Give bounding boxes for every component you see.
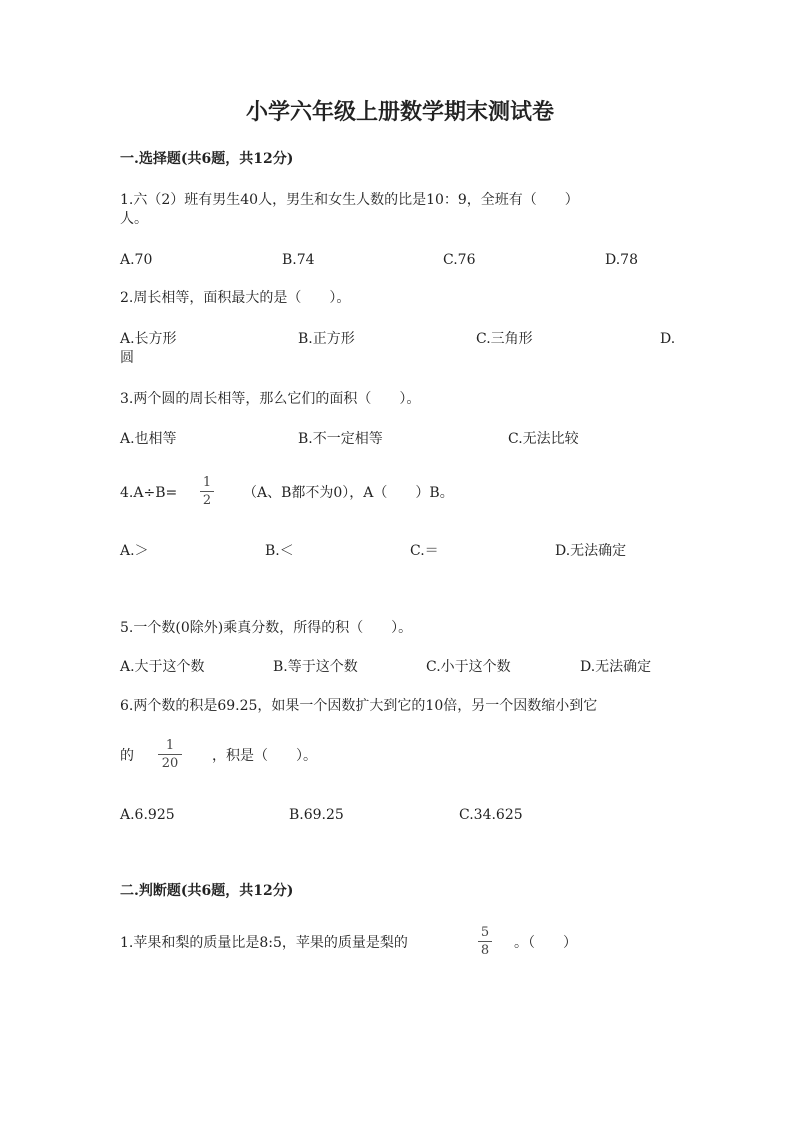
question-5-option-d: D.无法确定 xyxy=(580,659,652,675)
question-3-option-a: A.也相等 xyxy=(120,431,177,447)
judgement-1-suffix: 。（ ） xyxy=(514,935,577,951)
question-6-option-b: B.69.25 xyxy=(289,807,344,823)
question-5-text: 5.一个数(0除外)乘真分数，所得的积（ ）。 xyxy=(120,620,413,636)
question-4-option-b: B.＜ xyxy=(265,543,294,559)
question-6-option-a: A.6.925 xyxy=(120,807,175,823)
fraction-denominator: 8 xyxy=(480,943,490,958)
question-4-option-a: A.＞ xyxy=(120,543,149,559)
question-2-option-a: A.长方形 xyxy=(120,331,177,347)
fraction-bar xyxy=(158,754,182,755)
question-1-option-d: D.78 xyxy=(605,252,638,268)
question-2-option-d-cont: 圆 xyxy=(120,350,134,366)
question-1-text-cont: 人。 xyxy=(120,211,148,227)
section-heading-choice: 一.选择题(共6题，共12分) xyxy=(120,151,294,167)
fraction-bar xyxy=(478,941,492,942)
question-3-text: 3.两个圆的周长相等，那么它们的面积（ ）。 xyxy=(120,391,421,407)
fraction-denominator: 2 xyxy=(202,493,212,508)
question-1-option-a: A.70 xyxy=(120,252,153,268)
fraction-numerator: 5 xyxy=(480,925,490,940)
fraction-numerator: 1 xyxy=(202,475,212,490)
question-2-option-b: B.正方形 xyxy=(298,331,355,347)
question-6-text: 6.两个数的积是69.25，如果一个因数扩大到它的10倍，另一个因数缩小到它 xyxy=(120,698,598,714)
question-1-option-b: B.74 xyxy=(282,252,315,268)
question-4-fraction xyxy=(200,475,214,508)
judgement-1-prefix: 1.苹果和梨的质量比是8:5，苹果的质量是梨的 xyxy=(120,935,408,951)
question-3-option-b: B.不一定相等 xyxy=(298,431,383,447)
page-title: 小学六年级上册数学期末测试卷 xyxy=(245,99,554,125)
section-heading-judgement: 二.判断题(共6题，共12分) xyxy=(120,883,294,899)
fraction-numerator: 1 xyxy=(165,738,175,753)
question-2-option-c: C.三角形 xyxy=(476,331,533,347)
question-6-option-c: C.34.625 xyxy=(459,807,523,823)
question-2-text: 2.周长相等，面积最大的是（ ）。 xyxy=(120,290,351,306)
question-1-option-c: C.76 xyxy=(443,252,476,268)
question-3-option-c: C.无法比较 xyxy=(508,431,579,447)
question-4-option-d: D.无法确定 xyxy=(555,543,627,559)
question-6-prefix: 的 xyxy=(120,748,134,764)
question-5-option-b: B.等于这个数 xyxy=(273,659,358,675)
question-6-fraction xyxy=(158,738,182,771)
question-5-option-a: A.大于这个数 xyxy=(120,659,205,675)
question-1-text: 1.六（2）班有男生40人，男生和女生人数的比是10：9，全班有（ ） xyxy=(120,192,579,208)
question-2-option-d: D. xyxy=(660,331,676,347)
question-5-option-c: C.小于这个数 xyxy=(426,659,511,675)
fraction-bar xyxy=(200,491,214,492)
question-4-option-c: C.＝ xyxy=(410,543,439,559)
question-6-suffix: ，积是（ ）。 xyxy=(212,748,317,764)
judgement-1-fraction xyxy=(478,925,492,958)
question-4-prefix: 4.A÷B= xyxy=(120,485,178,501)
question-4-suffix: （A、B都不为0），A（ ）B。 xyxy=(243,485,454,501)
fraction-denominator: 20 xyxy=(161,756,179,771)
